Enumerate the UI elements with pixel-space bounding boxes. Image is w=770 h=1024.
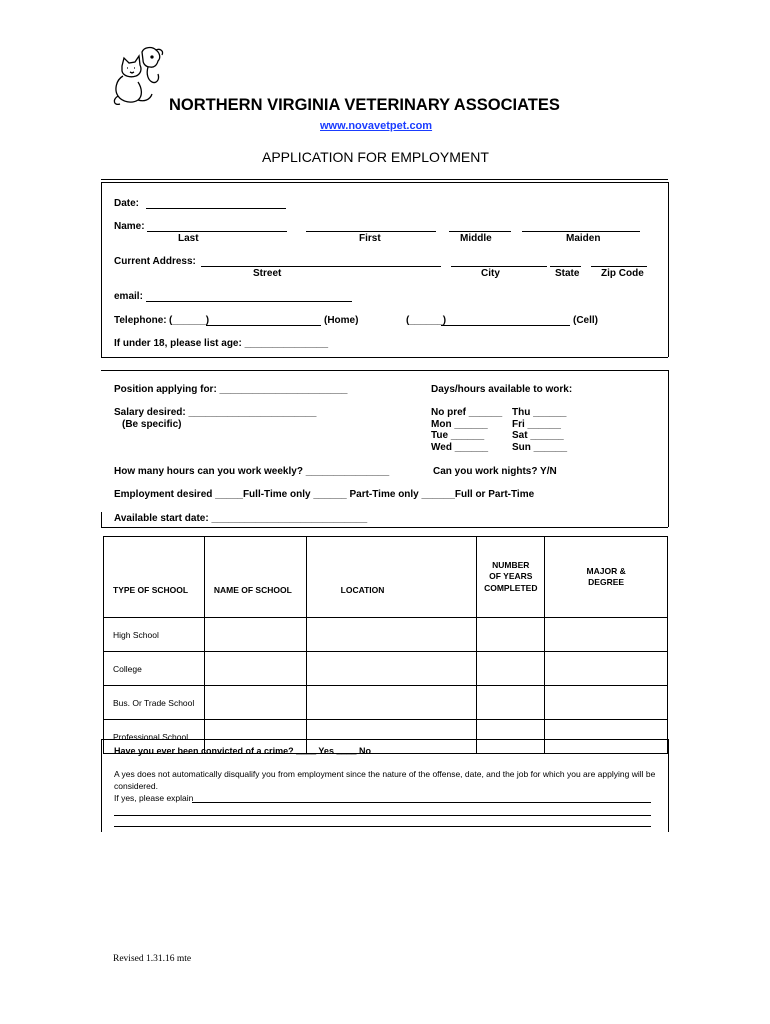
address-label: Current Address: bbox=[114, 256, 196, 267]
email-field[interactable] bbox=[146, 301, 352, 302]
divider bbox=[101, 182, 102, 357]
nights-question[interactable]: Can you work nights? Y/N bbox=[433, 466, 557, 477]
location-cell[interactable] bbox=[306, 652, 477, 686]
home-caption: (Home) bbox=[324, 315, 359, 326]
email-label: email: bbox=[114, 291, 143, 302]
city-field[interactable] bbox=[451, 266, 547, 267]
header-name-of-school: NAME OF SCHOOL bbox=[204, 537, 306, 618]
day-no-pref[interactable]: No pref ______ bbox=[431, 407, 503, 418]
years-cell[interactable] bbox=[477, 686, 545, 720]
first-name-field[interactable] bbox=[306, 231, 436, 232]
salary-note: (Be specific) bbox=[122, 419, 182, 430]
header-type-of-school: TYPE OF SCHOOL bbox=[104, 537, 205, 618]
divider bbox=[101, 182, 668, 183]
divider bbox=[101, 357, 668, 358]
school-type-cell: Professional School bbox=[104, 720, 205, 754]
day-sat[interactable]: Sat ______ bbox=[512, 430, 564, 441]
form-title: APPLICATION FOR EMPLOYMENT bbox=[262, 149, 489, 165]
education-table bbox=[103, 536, 668, 754]
salary-field[interactable]: Salary desired: _______________________ bbox=[114, 407, 317, 418]
zip-field[interactable] bbox=[591, 266, 647, 267]
divider bbox=[101, 527, 668, 528]
day-fri[interactable]: Fri ______ bbox=[512, 419, 561, 430]
divider bbox=[101, 179, 668, 180]
explain-label: If yes, please explain bbox=[114, 793, 194, 803]
explain-line[interactable] bbox=[114, 826, 651, 827]
school-type-cell: Bus. Or Trade School bbox=[104, 686, 205, 720]
revision-note: Revised 1.31.16 mte bbox=[113, 954, 192, 964]
location-cell[interactable] bbox=[306, 618, 477, 652]
date-label: Date: bbox=[114, 198, 140, 209]
years-cell[interactable] bbox=[477, 720, 545, 754]
table-row bbox=[104, 652, 668, 686]
cell-caption: (Cell) bbox=[573, 315, 598, 326]
divider bbox=[668, 182, 669, 357]
start-date-field[interactable]: Available start date: ____________________________ bbox=[114, 513, 368, 524]
explain-line[interactable] bbox=[114, 815, 651, 816]
last-caption: Last bbox=[178, 233, 199, 244]
street-field[interactable] bbox=[201, 266, 441, 267]
age-field[interactable]: If under 18, please list age: _______________ bbox=[114, 338, 329, 349]
state-caption: State bbox=[555, 268, 580, 279]
crime-note-line2: considered. bbox=[114, 781, 158, 791]
divider bbox=[101, 739, 102, 832]
divider bbox=[101, 370, 668, 371]
employment-desired[interactable]: Employment desired _____Full-Time only ______ Part-Time only ______Full or Part-Time bbox=[114, 489, 535, 500]
header-location: LOCATION bbox=[306, 537, 477, 618]
name-label: Name: bbox=[114, 221, 145, 232]
middle-name-field[interactable] bbox=[449, 231, 511, 232]
school-name-cell[interactable] bbox=[204, 652, 306, 686]
degree-cell[interactable] bbox=[545, 720, 668, 754]
explain-field[interactable] bbox=[192, 802, 651, 803]
school-type-cell: College bbox=[104, 652, 205, 686]
day-sun[interactable]: Sun ______ bbox=[512, 442, 568, 453]
crime-question[interactable]: Have you ever been convicted of a crime? ____ Yes ____ No bbox=[114, 746, 371, 756]
day-tue[interactable]: Tue ______ bbox=[431, 430, 485, 441]
day-mon[interactable]: Mon ______ bbox=[431, 419, 488, 430]
years-cell[interactable] bbox=[477, 652, 545, 686]
cell-area-code[interactable]: (______) bbox=[406, 315, 447, 326]
school-name-cell[interactable] bbox=[204, 618, 306, 652]
maiden-name-field[interactable] bbox=[522, 231, 640, 232]
degree-cell[interactable] bbox=[545, 618, 668, 652]
city-caption: City bbox=[481, 268, 500, 279]
last-name-field[interactable] bbox=[147, 231, 287, 232]
divider bbox=[101, 739, 668, 740]
table-header-row bbox=[104, 537, 668, 618]
years-cell[interactable] bbox=[477, 618, 545, 652]
maiden-caption: Maiden bbox=[566, 233, 601, 244]
table-row bbox=[104, 618, 668, 652]
day-wed[interactable]: Wed ______ bbox=[431, 442, 489, 453]
header-major-degree: MAJOR & DEGREE bbox=[545, 537, 668, 618]
location-cell[interactable] bbox=[306, 686, 477, 720]
divider bbox=[668, 739, 669, 832]
telephone-label: Telephone: bbox=[114, 315, 167, 326]
website-link[interactable]: www.novavetpet.com bbox=[320, 120, 433, 132]
state-field[interactable] bbox=[550, 266, 581, 267]
degree-cell[interactable] bbox=[545, 652, 668, 686]
first-caption: First bbox=[359, 233, 381, 244]
cat-and-dog-logo-icon bbox=[108, 44, 168, 117]
day-thu[interactable]: Thu ______ bbox=[512, 407, 567, 418]
middle-caption: Middle bbox=[460, 233, 492, 244]
school-type-cell: High School bbox=[104, 618, 205, 652]
hours-weekly-field[interactable]: How many hours can you work weekly? _______________ bbox=[114, 466, 390, 477]
org-name: NORTHERN VIRGINIA VETERINARY ASSOCIATES bbox=[169, 96, 560, 114]
home-phone-field[interactable] bbox=[206, 325, 321, 326]
street-caption: Street bbox=[253, 268, 282, 279]
crime-note-line1: A yes does not automatically disqualify you from employment since the nature of the offense, date, and the job for which you are applying will be bbox=[114, 769, 656, 779]
degree-cell[interactable] bbox=[545, 686, 668, 720]
table-row bbox=[104, 686, 668, 720]
days-label: Days/hours available to work: bbox=[431, 384, 573, 395]
position-field[interactable]: Position applying for: _______________________ bbox=[114, 384, 348, 395]
header-years-completed: NUMBER OF YEARS COMPLETED bbox=[477, 537, 545, 618]
date-field[interactable] bbox=[146, 208, 286, 209]
home-area-code[interactable]: (______) bbox=[169, 315, 210, 326]
divider bbox=[668, 370, 669, 527]
divider bbox=[101, 512, 102, 527]
zip-caption: Zip Code bbox=[601, 268, 644, 279]
school-name-cell[interactable] bbox=[204, 686, 306, 720]
cell-phone-field[interactable] bbox=[441, 325, 570, 326]
